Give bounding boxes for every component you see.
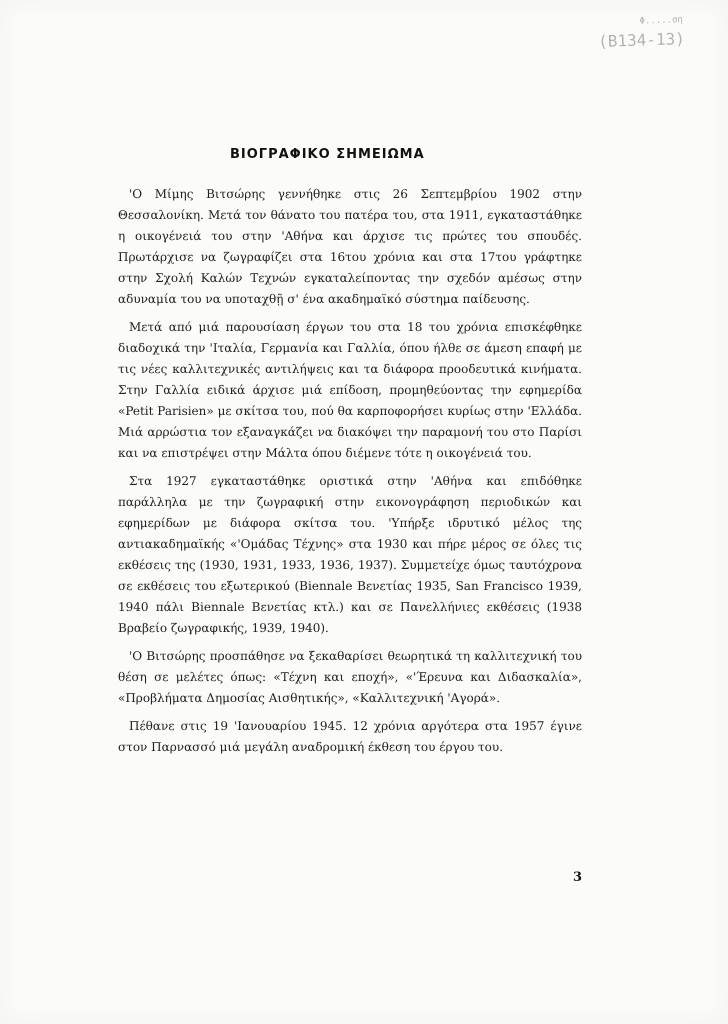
- biography-paragraph-3: Στα 1927 εγκαταστάθηκε οριστικά στην 'Αθήνα και επιδόθηκε παράλληλα με την ζωγραφική στην εικονογράφηση περιοδικών και εφημερίδων με διάφορα σκίτσα του. 'Υπήρξε ιδρυτικό μέλος της αντιακαδημαϊκής «'Ομάδας Τέχνης» στα 1930 και πήρε μέρος σε όλες τις εκθέσεις της (1930, 1931, 1933, 1936, 1937). Συμμετείχε όμως ταυτόχρονα σε εκθέσεις του εξωτερικού (Biennale Βενετίας 1935, San Francisco 1939, 1940 πάλι Biennale Βενετίας κτλ.) και σε Πανελλήνιες εκθέσεις (1938 Βραβείο ζωγραφικής, 1939, 1940).: [118, 474, 582, 635]
- archive-note: Φ.....ση: [639, 15, 684, 27]
- page-number: 3: [572, 870, 582, 885]
- archive-code: (Β134-13): [597, 29, 686, 52]
- biography-paragraph-5: Πέθανε στις 19 'Ιανουαρίου 1945. 12 χρόνια αργότερα στα 1957 έγινε στον Παρνασσό μιά μεγάλη αναδρομική έκθεση του έργου του.: [118, 719, 582, 754]
- biography-paragraph-2: Μετά από μιά παρουσίαση έργων του στα 18 του χρόνια επισκέφθηκε διαδοχικά την 'Ιταλία, Γερμανία και Γαλλία, όπου ήλθε σε άμεση επαφή με τις νέες καλλιτεχνικές αντιλήψεις και τα διάφορα προοδευτικά κινήματα. Στην Γαλλία ειδικά άρχισε μιά επίδοση, προμηθεύοντας την εφημερίδα «Petit Parisien» με σκίτσα του, πού θα καρποφορήσει κυρίως στην 'Ελλάδα. Μιά αρρώστια τον εξαναγκάζει να διακόψει την παραμονή του στο Παρίσι και να επιστρέψει στην Μάλτα όπου διέμενε τότε η οικογένειά του.: [118, 320, 582, 460]
- biography-paragraph-4: 'Ο Βιτσώρης προσπάθησε να ξεκαθαρίσει θεωρητικά τη καλλιτεχνική του θέση σε μελέτες όπως: «Τέχνη και εποχή», «'Έρευνα και Διδασκαλία», «Προβλήματα Δημοσίας Αισθητικής», «Καλλιτεχνική 'Αγορά».: [118, 649, 582, 705]
- page-title: ΒΙΟΓΡΑΦΙΚΟ ΣΗΜΕΙΩΜΑ: [230, 147, 425, 162]
- biography-paragraph-1: 'Ο Μίμης Βιτσώρης γεννήθηκε στις 26 Σεπτεμβρίου 1902 στην Θεσσαλονίκη. Μετά τον θάνατο του πατέρα του, στα 1911, εγκαταστάθηκε η οικογένειά του στην 'Αθήνα και άρχισε τις πρώτες του σπουδές. Πρωτάρχισε να ζωγραφίζει στα 16του χρόνια και στα 17του γράφτηκε στην Σχολή Καλών Τεχνών εγκαταλείποντας την σχεδόν αμέσως στην αδυναμία του να υποταχθῇ σ' ένα ακαδημαϊκό σύστημα παίδευσης.: [118, 187, 582, 306]
- biography-body: [118, 184, 582, 758]
- archive-handwritten-mark: [597, 14, 716, 56]
